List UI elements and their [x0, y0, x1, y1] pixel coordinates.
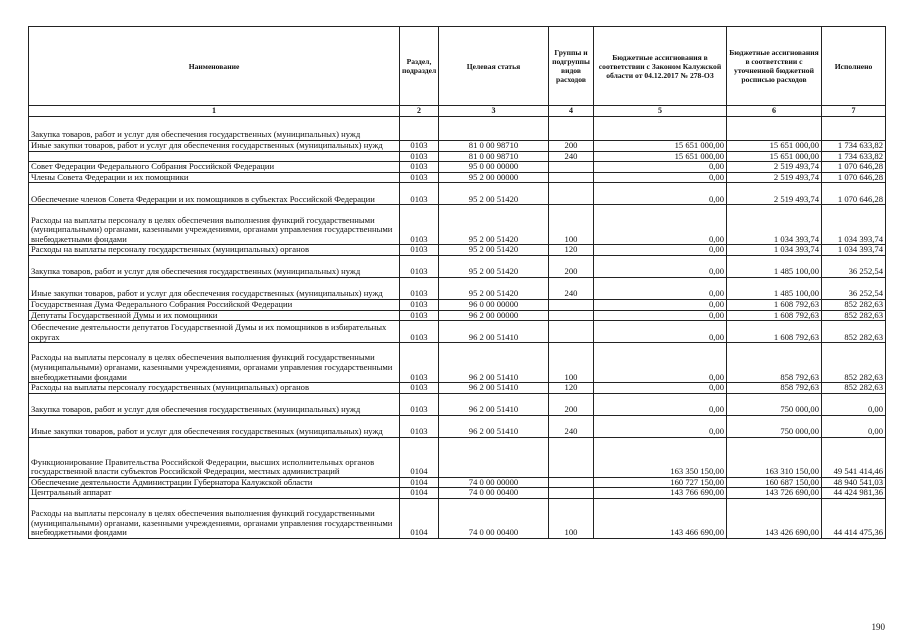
row-target: 96 2 00 51410: [439, 321, 549, 343]
row-executed-amount: [822, 117, 886, 141]
row-name: Обеспечение деятельности депутатов Государственной Думы и их помощников в избирательных округах: [29, 321, 400, 343]
row-revised-amount: 2 519 493,74: [727, 172, 822, 183]
row-law-amount: 0,00: [594, 255, 727, 277]
row-law-amount: 0,00: [594, 310, 727, 321]
table-row: [29, 172, 886, 183]
header-name: Наименование: [29, 27, 400, 106]
row-section: 0103: [400, 277, 439, 299]
row-law-amount: 0,00: [594, 299, 727, 310]
row-executed-amount: 852 282,63: [822, 343, 886, 383]
row-name: Депутаты Государственной Думы и их помощники: [29, 310, 400, 321]
row-law-amount: 0,00: [594, 172, 727, 183]
row-revised-amount: 15 651 000,00: [727, 151, 822, 162]
row-revised-amount: 143 726 690,00: [727, 488, 822, 499]
row-group: 100: [549, 205, 594, 245]
row-executed-amount: 0,00: [822, 393, 886, 415]
row-target: 81 0 00 98710: [439, 151, 549, 162]
row-section: 0103: [400, 151, 439, 162]
header-law: Бюджетные ассигнования в соответствии с Законом Калужской области от 04.12.2017 № 278-ОЗ: [594, 27, 727, 106]
row-section: 0103: [400, 172, 439, 183]
row-executed-amount: 44 424 981,36: [822, 488, 886, 499]
column-number: 2: [400, 106, 439, 117]
row-group: 200: [549, 393, 594, 415]
row-name: Расходы на выплаты персоналу в целях обеспечения выполнения функций государственными (муниципальными) органами, казенными учреждениями, органами управления государственными внебюджетными фондами: [29, 343, 400, 383]
row-section: 0103: [400, 393, 439, 415]
row-name: Расходы на выплаты персоналу государственных (муниципальных) органов: [29, 245, 400, 256]
table-row: [29, 183, 886, 205]
row-executed-amount: 1 034 393,74: [822, 245, 886, 256]
row-group: 200: [549, 141, 594, 152]
row-executed-amount: 852 282,63: [822, 310, 886, 321]
column-number: 5: [594, 106, 727, 117]
row-group: 120: [549, 245, 594, 256]
row-revised-amount: 163 310 150,00: [727, 437, 822, 477]
row-executed-amount: 49 541 414,46: [822, 437, 886, 477]
row-revised-amount: [727, 117, 822, 141]
row-target: 96 2 00 51410: [439, 415, 549, 437]
row-executed-amount: 1 734 633,82: [822, 141, 886, 152]
column-number: 3: [439, 106, 549, 117]
table-row: [29, 393, 886, 415]
header-executed: Исполнено: [822, 27, 886, 106]
row-group: 100: [549, 498, 594, 538]
table-row: [29, 437, 886, 477]
row-name: Расходы на выплаты персоналу в целях обеспечения выполнения функций государственными (муниципальными) органами, казенными учреждениями, органами управления государственными внебюджетными фондами: [29, 205, 400, 245]
row-target: 81 0 00 98710: [439, 141, 549, 152]
row-section: 0103: [400, 245, 439, 256]
table-row: [29, 141, 886, 152]
row-name: Закупка товаров, работ и услуг для обеспечения государственных (муниципальных) нужд: [29, 393, 400, 415]
row-revised-amount: 1 485 100,00: [727, 255, 822, 277]
row-law-amount: 160 727 150,00: [594, 477, 727, 488]
row-name: Центральный аппарат: [29, 488, 400, 499]
table-row: [29, 151, 886, 162]
row-target: 95 2 00 51420: [439, 277, 549, 299]
row-group: 100: [549, 343, 594, 383]
row-section: 0103: [400, 299, 439, 310]
table-row: [29, 498, 886, 538]
row-law-amount: 143 466 690,00: [594, 498, 727, 538]
row-name: Государственная Дума Федерального Собрания Российской Федерации: [29, 299, 400, 310]
row-name: Иные закупки товаров, работ и услуг для обеспечения государственных (муниципальных) нужд: [29, 141, 400, 152]
row-name: Закупка товаров, работ и услуг для обеспечения государственных (муниципальных) нужд: [29, 255, 400, 277]
row-section: [400, 117, 439, 141]
row-law-amount: 0,00: [594, 321, 727, 343]
row-revised-amount: 1 608 792,63: [727, 299, 822, 310]
table-row: [29, 277, 886, 299]
row-name: Расходы на выплаты персоналу в целях обеспечения выполнения функций государственными (муниципальными) органами, казенными учреждениями, органами управления государственными внебюджетными фондами: [29, 498, 400, 538]
row-name: Функционирование Правительства Российской Федерации, высших исполнительных органов государственной власти субъектов Российской Федерации, местных администраций: [29, 437, 400, 477]
header-group: Группы и подгруппы видов расходов: [549, 27, 594, 106]
row-section: 0103: [400, 321, 439, 343]
row-section: 0104: [400, 488, 439, 499]
row-group: 240: [549, 415, 594, 437]
row-executed-amount: 1 070 646,28: [822, 183, 886, 205]
row-law-amount: 163 350 150,00: [594, 437, 727, 477]
row-executed-amount: 48 940 541,03: [822, 477, 886, 488]
row-target: 95 0 00 00000: [439, 162, 549, 173]
row-revised-amount: 1 608 792,63: [727, 310, 822, 321]
row-target: 96 2 00 51410: [439, 383, 549, 394]
row-law-amount: 143 766 690,00: [594, 488, 727, 499]
row-target: 74 0 00 00400: [439, 488, 549, 499]
table-row: [29, 205, 886, 245]
header-target: Целевая статья: [439, 27, 549, 106]
row-group: [549, 437, 594, 477]
table-row: [29, 477, 886, 488]
row-group: [549, 162, 594, 173]
row-section: 0103: [400, 255, 439, 277]
row-revised-amount: 750 000,00: [727, 415, 822, 437]
header-section: Раздел, подраздел: [400, 27, 439, 106]
row-group: 120: [549, 383, 594, 394]
row-revised-amount: 858 792,63: [727, 383, 822, 394]
row-name: Иные закупки товаров, работ и услуг для обеспечения государственных (муниципальных) нужд: [29, 277, 400, 299]
row-name: Закупка товаров, работ и услуг для обеспечения государственных (муниципальных) нужд: [29, 117, 400, 141]
row-revised-amount: 15 651 000,00: [727, 141, 822, 152]
row-name: Иные закупки товаров, работ и услуг для обеспечения государственных (муниципальных) нужд: [29, 415, 400, 437]
row-executed-amount: 1 070 646,28: [822, 172, 886, 183]
row-name: [29, 151, 400, 162]
row-section: 0103: [400, 183, 439, 205]
row-group: [549, 321, 594, 343]
row-name: Члены Совета Федерации и их помощники: [29, 172, 400, 183]
header-revised: Бюджетные ассигнования в соответствии с уточненной бюджетной росписью расходов: [727, 27, 822, 106]
row-target: 95 2 00 51420: [439, 183, 549, 205]
table-row: [29, 299, 886, 310]
row-target: 95 2 00 51420: [439, 255, 549, 277]
row-group: 240: [549, 151, 594, 162]
row-law-amount: [594, 117, 727, 141]
row-law-amount: 0,00: [594, 205, 727, 245]
row-section: 0103: [400, 205, 439, 245]
row-section: 0103: [400, 162, 439, 173]
row-executed-amount: 36 252,54: [822, 277, 886, 299]
row-revised-amount: 143 426 690,00: [727, 498, 822, 538]
row-executed-amount: 0,00: [822, 415, 886, 437]
row-name: Обеспечение членов Совета Федерации и их помощников в субъектах Российской Федерации: [29, 183, 400, 205]
table-row: [29, 117, 886, 141]
header-row: [29, 27, 886, 106]
row-law-amount: 0,00: [594, 183, 727, 205]
row-law-amount: 0,00: [594, 415, 727, 437]
row-revised-amount: 2 519 493,74: [727, 183, 822, 205]
row-section: 0104: [400, 477, 439, 488]
row-target: 96 2 00 51410: [439, 393, 549, 415]
row-executed-amount: 852 282,63: [822, 299, 886, 310]
row-name: Совет Федерации Федерального Собрания Российской Федерации: [29, 162, 400, 173]
row-executed-amount: 1 070 646,28: [822, 162, 886, 173]
row-law-amount: 0,00: [594, 393, 727, 415]
row-executed-amount: 852 282,63: [822, 383, 886, 394]
row-law-amount: 0,00: [594, 383, 727, 394]
table-row: [29, 162, 886, 173]
row-law-amount: 0,00: [594, 343, 727, 383]
row-group: [549, 117, 594, 141]
row-target: [439, 117, 549, 141]
row-section: 0103: [400, 415, 439, 437]
table-row: [29, 310, 886, 321]
table-row: [29, 255, 886, 277]
row-section: 0103: [400, 310, 439, 321]
row-name: Обеспечение деятельности Администрации Губернатора Калужской области: [29, 477, 400, 488]
row-group: 240: [549, 277, 594, 299]
table-row: [29, 415, 886, 437]
row-target: 74 0 00 00400: [439, 498, 549, 538]
column-number: 7: [822, 106, 886, 117]
row-law-amount: 15 651 000,00: [594, 151, 727, 162]
table-row: [29, 245, 886, 256]
row-group: [549, 310, 594, 321]
table-row: [29, 383, 886, 394]
row-target: 74 0 00 00000: [439, 477, 549, 488]
row-law-amount: 15 651 000,00: [594, 141, 727, 152]
row-executed-amount: 1 034 393,74: [822, 205, 886, 245]
page-number: 190: [871, 622, 885, 632]
row-target: 96 0 00 00000: [439, 299, 549, 310]
row-section: 0103: [400, 383, 439, 394]
row-name: Расходы на выплаты персоналу государственных (муниципальных) органов: [29, 383, 400, 394]
row-target: 96 2 00 00000: [439, 310, 549, 321]
budget-table: [28, 26, 886, 539]
row-executed-amount: 1 734 633,82: [822, 151, 886, 162]
row-target: 95 2 00 51420: [439, 245, 549, 256]
row-law-amount: 0,00: [594, 162, 727, 173]
row-executed-amount: 852 282,63: [822, 321, 886, 343]
row-revised-amount: 160 687 150,00: [727, 477, 822, 488]
row-target: 95 2 00 51420: [439, 205, 549, 245]
row-target: 95 2 00 00000: [439, 172, 549, 183]
row-revised-amount: 1 034 393,74: [727, 245, 822, 256]
row-section: 0103: [400, 343, 439, 383]
row-group: [549, 172, 594, 183]
row-section: 0103: [400, 141, 439, 152]
column-number: 6: [727, 106, 822, 117]
row-revised-amount: 2 519 493,74: [727, 162, 822, 173]
row-revised-amount: 858 792,63: [727, 343, 822, 383]
row-revised-amount: 750 000,00: [727, 393, 822, 415]
row-executed-amount: 36 252,54: [822, 255, 886, 277]
row-group: [549, 477, 594, 488]
table-row: [29, 488, 886, 499]
row-group: [549, 299, 594, 310]
row-law-amount: 0,00: [594, 245, 727, 256]
row-target: [439, 437, 549, 477]
column-number: 1: [29, 106, 400, 117]
row-revised-amount: 1 608 792,63: [727, 321, 822, 343]
table-row: [29, 321, 886, 343]
row-law-amount: 0,00: [594, 277, 727, 299]
row-revised-amount: 1 485 100,00: [727, 277, 822, 299]
row-section: 0104: [400, 498, 439, 538]
table-row: [29, 343, 886, 383]
row-section: 0104: [400, 437, 439, 477]
row-group: 200: [549, 255, 594, 277]
row-group: [549, 183, 594, 205]
row-target: 96 2 00 51410: [439, 343, 549, 383]
column-number: 4: [549, 106, 594, 117]
row-revised-amount: 1 034 393,74: [727, 205, 822, 245]
row-executed-amount: 44 414 475,36: [822, 498, 886, 538]
row-group: [549, 488, 594, 499]
column-number-row: [29, 106, 886, 117]
